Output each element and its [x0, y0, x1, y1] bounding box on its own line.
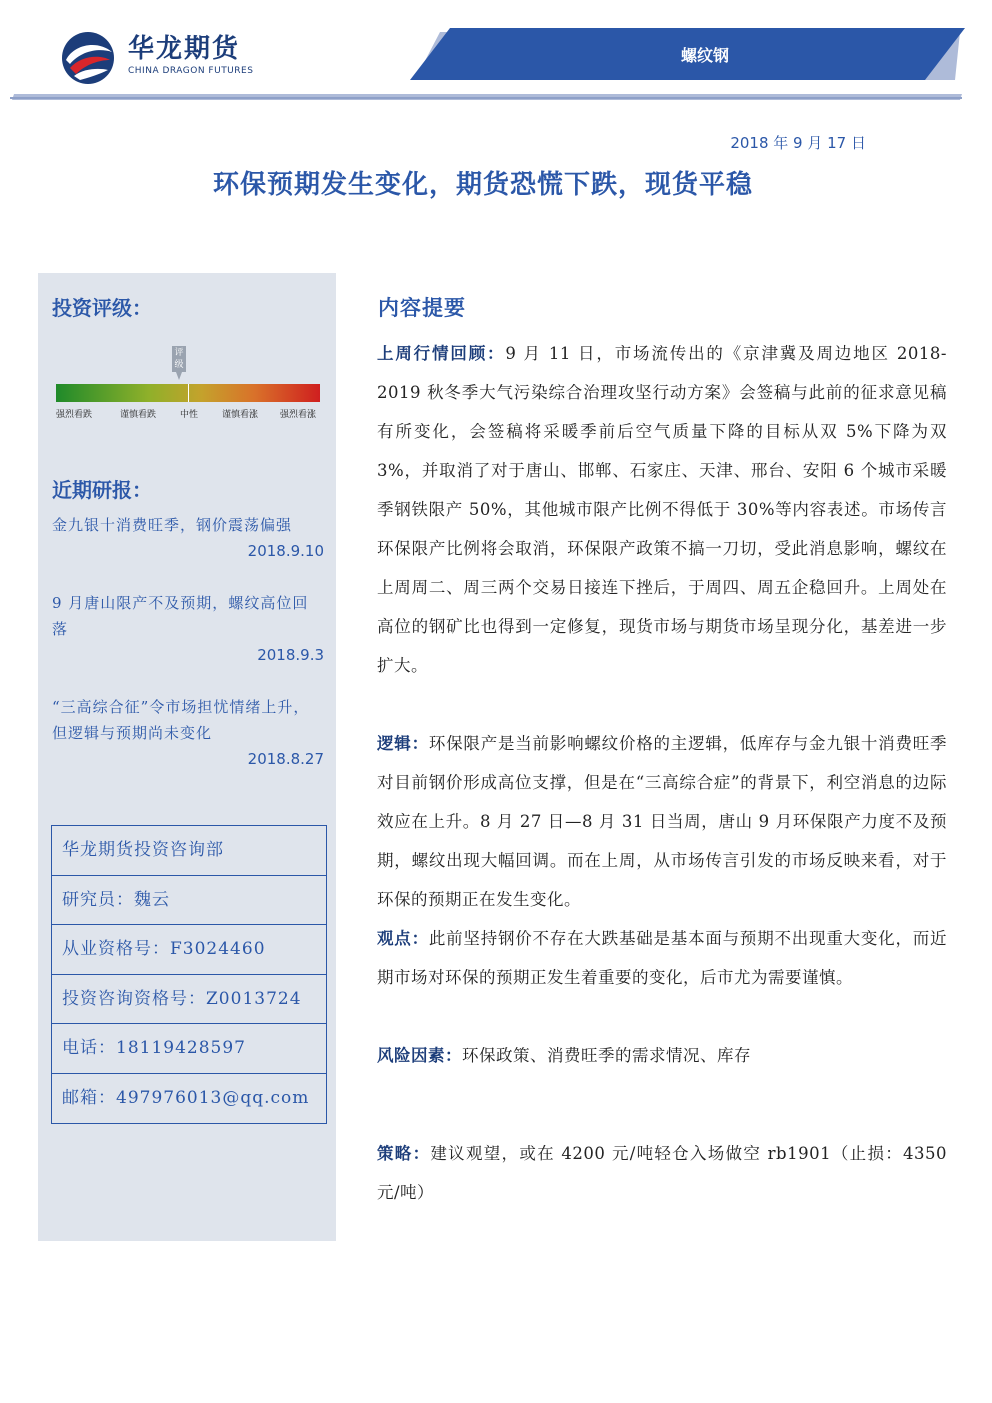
label-strategy: 策略：	[377, 1144, 431, 1163]
section-label: 螺纹钢	[680, 46, 729, 65]
info-license: 从业资格号：F3024460	[52, 925, 326, 975]
report-date-3: 2018.8.27	[247, 750, 324, 768]
paragraph-review	[377, 334, 947, 685]
rating-heading: 投资评级：	[52, 296, 152, 320]
text-view: 此前坚持钢价不存在大跌基础是基本面与预期不出现重大变化，而近期市场对环保的预期正发生着重要的变化，后市尤为需要谨慎。	[377, 929, 947, 987]
rating-pointer-icon	[176, 372, 182, 380]
report-date: 2018 年 9 月 17 日	[730, 134, 866, 152]
recent-reports-heading: 近期研报：	[52, 478, 152, 502]
label-risk: 风险因素：	[377, 1046, 462, 1065]
report-link-2[interactable]: 9 月唐山限产不及预期，螺纹高位回落	[52, 594, 309, 638]
info-advisory-license: 投资咨询资格号：Z0013724	[52, 975, 326, 1025]
company-logo-icon	[60, 30, 116, 86]
label-view: 观点：	[377, 929, 429, 948]
summary-heading: 内容提要	[378, 296, 466, 320]
logo-name-cn: 华龙期货	[128, 34, 241, 64]
paragraph-strategy	[377, 1134, 947, 1212]
rating-divider	[188, 384, 189, 402]
report-link-1[interactable]: 金九银十消费旺季，钢价震荡偏强	[52, 516, 293, 534]
rating-label-cautious-bear: 谨慎看跌	[120, 410, 157, 420]
paragraph-logic	[377, 724, 947, 919]
report-title: 环保预期发生变化，期货恐慌下跌，现货平稳	[212, 170, 753, 200]
report-date-2: 2018.9.3	[257, 646, 324, 664]
rating-label-strong-bull: 强烈看涨	[280, 410, 317, 420]
label-logic: 逻辑：	[377, 734, 429, 753]
rating-label-cautious-bull: 谨慎看涨	[222, 410, 259, 420]
info-email[interactable]: 邮箱：497976013@qq.com	[62, 1087, 310, 1108]
report-link-3[interactable]: “三高综合征”令市场担忧情绪上升，但逻辑与预期尚未变化	[52, 698, 310, 742]
info-department: 华龙期货投资咨询部	[52, 826, 326, 876]
info-phone: 电话：18119428597	[52, 1024, 326, 1074]
info-researcher: 研究员：魏云	[52, 876, 326, 926]
text-risk: 环保政策、消费旺季的需求情况、库存	[462, 1046, 751, 1065]
logo-name-en: CHINA DRAGON FUTURES	[128, 66, 254, 76]
analyst-info-box	[51, 825, 327, 1124]
report-date-1: 2018.9.10	[247, 542, 324, 560]
text-review: 9 月 11 日，市场流传出的《京津冀及周边地区 2018-2019 秋冬季大气污染综合治理攻坚行动方案》会签稿与此前的征求意见稿有所变化，会签稿将采暖季前后空气质量下降的目标从双 5%下降为双 3%，并取消了对于唐山、邯郸、石家庄、天津、邢台、安阳 6 个城市采暖季钢铁限产 50%，其他城市限产比例不得低于 30%等内容表述。市场传言环保限产比例将会取消，环保限产政策不搞一刀切，受此消息影响，螺纹在上周周二、周三两个交易日接连下挫后，于周四、周五企稳回升。上周处在高位的钢矿比也得到一定修复，现货市场与期货市场呈现分化，基差进一步扩大。	[377, 344, 947, 675]
rating-label-neutral: 中性	[180, 410, 199, 420]
paragraph-risk	[377, 1036, 947, 1075]
rating-label-strong-bear: 强烈看跌	[56, 410, 93, 420]
text-strategy: 建议观望，或在 4200 元/吨轻仓入场做空 rb1901（止损：4350 元/吨）	[377, 1144, 948, 1202]
rating-marker	[172, 346, 186, 372]
label-review: 上周行情回顾：	[377, 344, 506, 363]
paragraph-view	[377, 919, 947, 997]
text-logic: 环保限产是当前影响螺纹价格的主逻辑，低库存与金九银十消费旺季对目前钢价形成高位支撑，但是在“三高综合症”的背景下，利空消息的边际效应在上升。8 月 27 日—8 月 31 日当周，唐山 9 月环保限产力度不及预期，螺纹出现大幅回调。而在上周，从市场传言引发的市场反映来看，对于环保的预期正在发生变化。	[377, 734, 947, 909]
rating-marker-label: 评级	[174, 348, 184, 370]
